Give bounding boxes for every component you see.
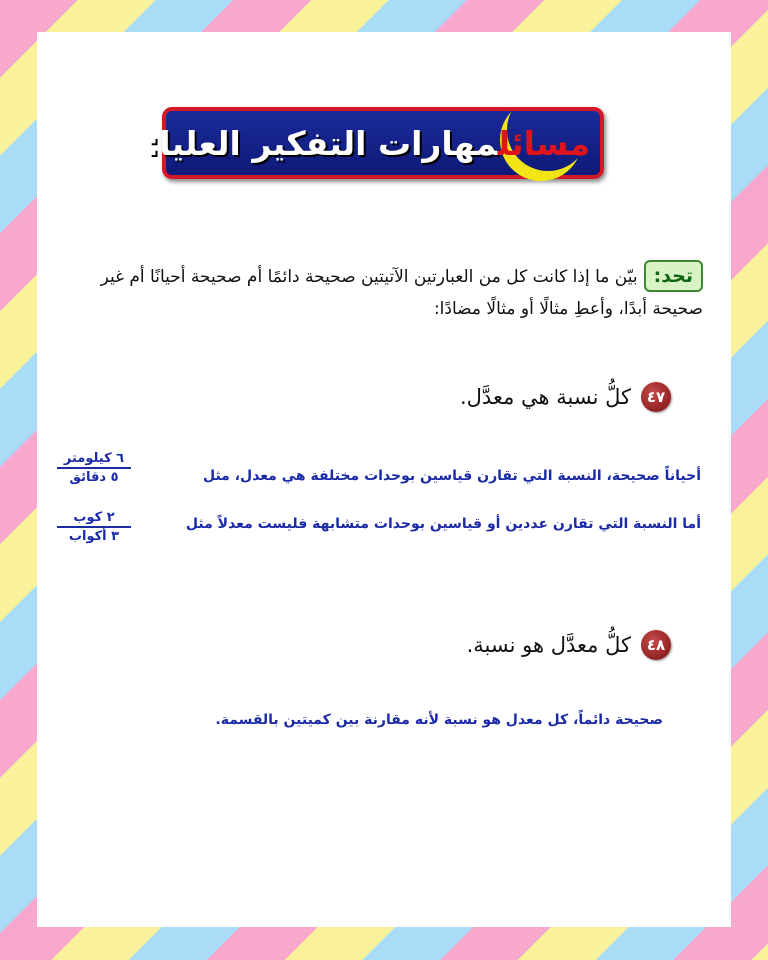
question-47 [460,382,671,412]
fraction-km-per-minutes [57,451,131,485]
fraction-numerator: ٢ كوب [57,510,131,528]
question-48 [467,630,671,660]
answer-47-line-1: أحياناً صحيحة، النسبة التي تقارن قياسين بوحدات مختلفة هي معدل، مثل [202,468,701,484]
fraction-denominator: ٣ أكواب [68,529,120,544]
title-accent: مسائل [497,124,590,163]
challenge-instruction [63,260,703,325]
question-text: كلُّ معدَّل هو نسبة. [466,633,631,657]
worksheet-page [37,32,731,927]
question-number-badge: ٤٨ [641,630,671,660]
question-text: كلُّ نسبة هي معدَّل. [459,385,631,409]
title-banner [146,107,604,179]
challenge-text: بيّن ما إذا كانت كل من العبارتين الآتيتين صحيحة دائمًا أم صحيحة أحيانًا أم غير صحيحة أبدًا، وأعطِ مثالًا أو مثالًا مضادًا: [100,267,703,319]
answer-47-line-2: أما النسبة التي تقارن عددين أو قياسين بوحدات متشابهة فليست معدلاً مثل [185,516,701,532]
fraction-numerator: ٦ كيلومتر [57,451,131,469]
challenge-badge: تحد: [644,260,703,292]
answer-48-line-1: صحيحة دائماً، كل معدل هو نسبة لأنه مقارنة بين كميتين بالقسمة. [215,712,663,728]
question-number-badge: ٤٧ [641,382,671,412]
page-title [146,117,590,171]
title-main: مهارات التفكير العليا: [146,124,498,163]
fraction-denominator: ٥ دقائق [69,470,119,485]
fraction-cups [57,510,131,544]
